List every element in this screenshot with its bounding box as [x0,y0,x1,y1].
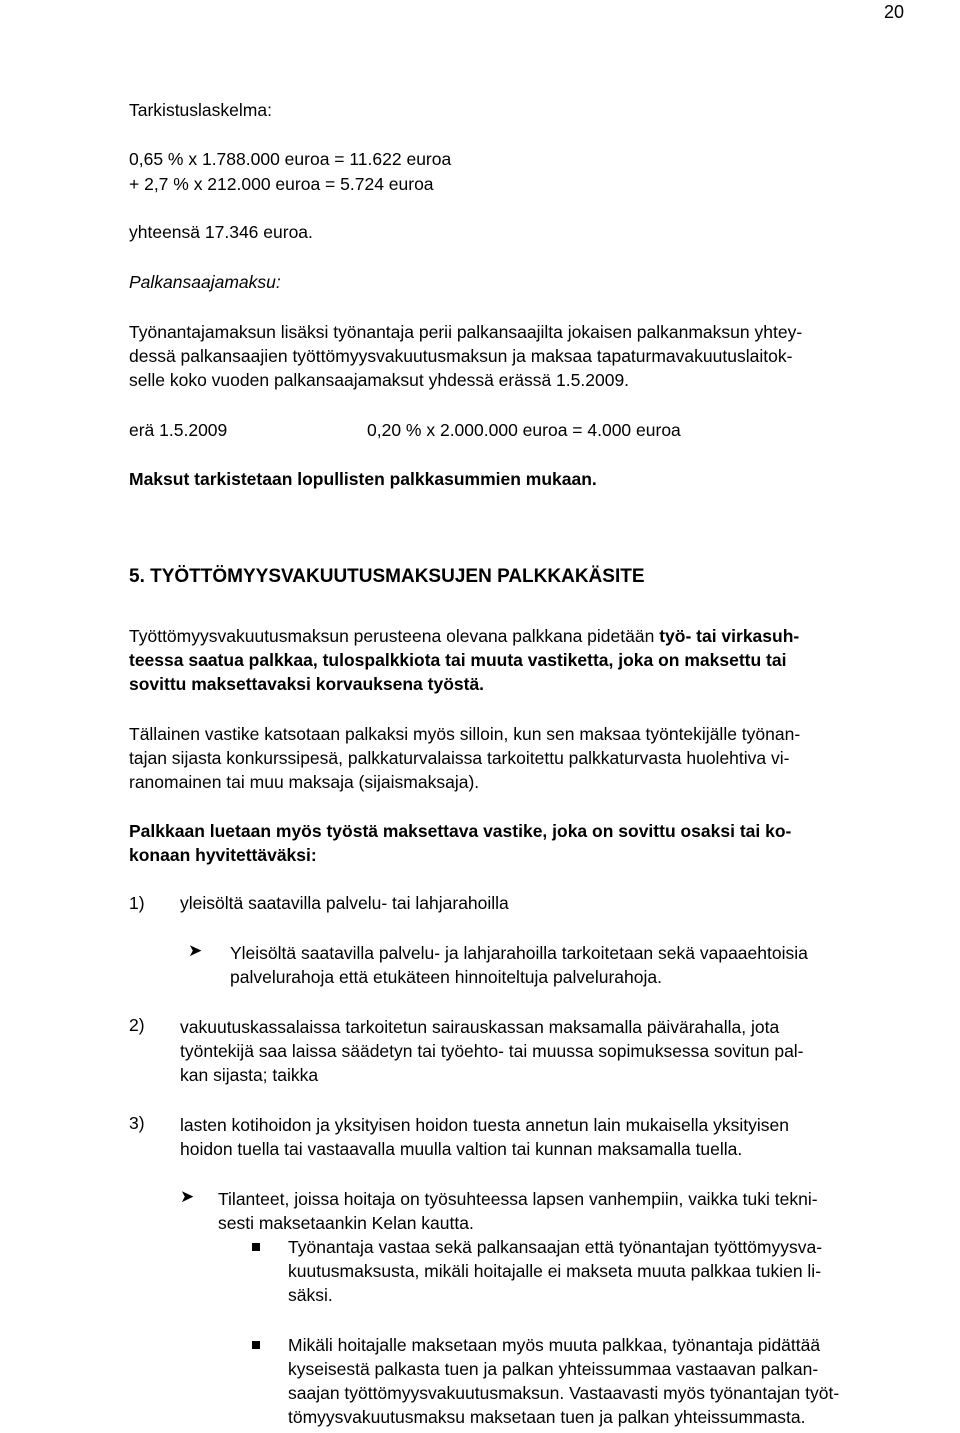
text-line: dessä palkansaajien työttömyysvakuutusmaksun ja maksaa tapaturmavakuutuslaitok- [129,346,793,366]
text-line: palvelurahoja että etukäteen hinnoiteltuja palvelurahoja. [230,967,662,987]
page-number: 20 [884,2,905,22]
text-line: hoidon tuella tai vastaavalla muulla valtion tai kunnan maksamalla tuella. [180,1139,743,1159]
arrow-bullet-text [230,941,808,989]
arrow-bullet-icon: ➤ [180,1187,195,1206]
list-item-number: 2) [129,1015,145,1035]
square-bullet-icon [252,1243,260,1251]
text-line: tajan sijasta konkurssipesä, palkkaturvalaissa tarkoitettu palkkaturvasta huolehtiva vi- [129,748,790,768]
text-line: Yleisöltä saatavilla palvelu- ja lahjarahoilla tarkoitetaan sekä vapaaehtoisia [230,943,808,963]
employee-fee-paragraph [129,320,802,392]
text-line: selle koko vuoden palkansaajamaksut yhdessä erässä 1.5.2009. [129,370,630,390]
square-bullet-text [288,1333,839,1429]
bold-text-run: työ- tai virkasuh- [659,626,800,646]
installment-calc: 0,20 % x 2.000.000 euroa = 4.000 euroa [367,420,681,440]
text-line: ranomainen tai muu maksaja (sijaismaksaja). [129,772,480,792]
section-paragraph-2 [129,722,800,794]
check-line-2: + 2,7 % x 212.000 euroa = 5.724 euroa [129,174,434,194]
text-line: työntekijä saa laissa säädetyn tai työehto- tai muussa sopimuksessa sovitun pal- [180,1041,804,1061]
text-line: Palkkaan luetaan myös työstä maksettava vastike, joka on sovittu osaksi tai ko- [129,821,792,841]
check-heading: Tarkistuslaskelma: [129,100,272,120]
installment-label: erä 1.5.2009 [129,420,228,440]
employee-fee-heading: Palkansaajamaksu: [129,272,281,292]
list-item-number: 3) [129,1113,145,1133]
text-line: kan sijasta; taikka [180,1065,319,1085]
text-line: sesti maksetaankin Kelan kautta. [218,1213,474,1233]
employee-fee-note: Maksut tarkistetaan lopullisten palkkasummien mukaan. [129,469,597,489]
text-line: lasten kotihoidon ja yksityisen hoidon tuesta annetun lain mukaisella yksityisen [180,1115,789,1135]
list-item-number: 1) [129,893,145,913]
text-line: saajan työttömyysvakuutusmaksun. Vastaavasti myös työnantajan työt- [288,1383,840,1403]
text-line [129,624,799,648]
text-line: Työnantaja vastaa sekä palkansaajan että työnantajan työttömyysva- [288,1237,823,1257]
square-bullet-text [288,1235,822,1307]
section-paragraph-3 [129,819,791,867]
section-heading: 5. TYÖTTÖMYYSVAKUUTUSMAKSUJEN PALKKAKÄSITE [129,566,645,587]
text-line: sovittu maksettavaksi korvauksena työstä. [129,674,485,694]
text-line: tömyysvakuutusmaksu maksetaan tuen ja palkan yhteissummasta. [288,1407,806,1427]
text-line: Tilanteet, joissa hoitaja on työsuhteessa lapsen vanhempiin, vaikka tuki tekni- [218,1189,818,1209]
text-line: kuutusmaksusta, mikäli hoitajalle ei makseta muuta palkkaa tukien li- [288,1261,822,1281]
list-item-text: yleisöltä saatavilla palvelu- tai lahjarahoilla [180,893,509,913]
text-run: Työttömyysvakuutusmaksun perusteena olevana palkkana pidetään [129,626,660,646]
square-bullet-icon [252,1341,260,1349]
arrow-bullet-icon: ➤ [188,941,203,960]
text-line: säksi. [288,1285,333,1305]
check-line-1: 0,65 % x 1.788.000 euroa = 11.622 euroa [129,149,452,169]
list-item-text [180,1015,804,1087]
text-line: Työnantajamaksun lisäksi työnantaja perii palkansaajilta jokaisen palkanmaksun yhtey- [129,322,803,342]
list-item-text [180,1113,789,1161]
text-line: Tällainen vastike katsotaan palkaksi myös silloin, kun sen maksaa työntekijälle työnan- [129,724,801,744]
text-line: konaan hyvitettäväksi: [129,845,317,865]
arrow-bullet-text [218,1187,818,1235]
section-paragraph-1 [129,624,799,696]
text-line: Mikäli hoitajalle maksetaan myös muuta palkkaa, työnantaja pidättää [288,1335,821,1355]
text-line: vakuutuskassalaissa tarkoitetun sairauskassan maksamalla päivärahalla, jota [180,1017,780,1037]
check-total: yhteensä 17.346 euroa. [129,222,313,242]
text-line: kyseisestä palkasta tuen ja palkan yhteissummaa vastaavan palkan- [288,1359,819,1379]
text-line: teessa saatua palkkaa, tulospalkkiota tai muuta vastiketta, joka on maksettu tai [129,650,787,670]
